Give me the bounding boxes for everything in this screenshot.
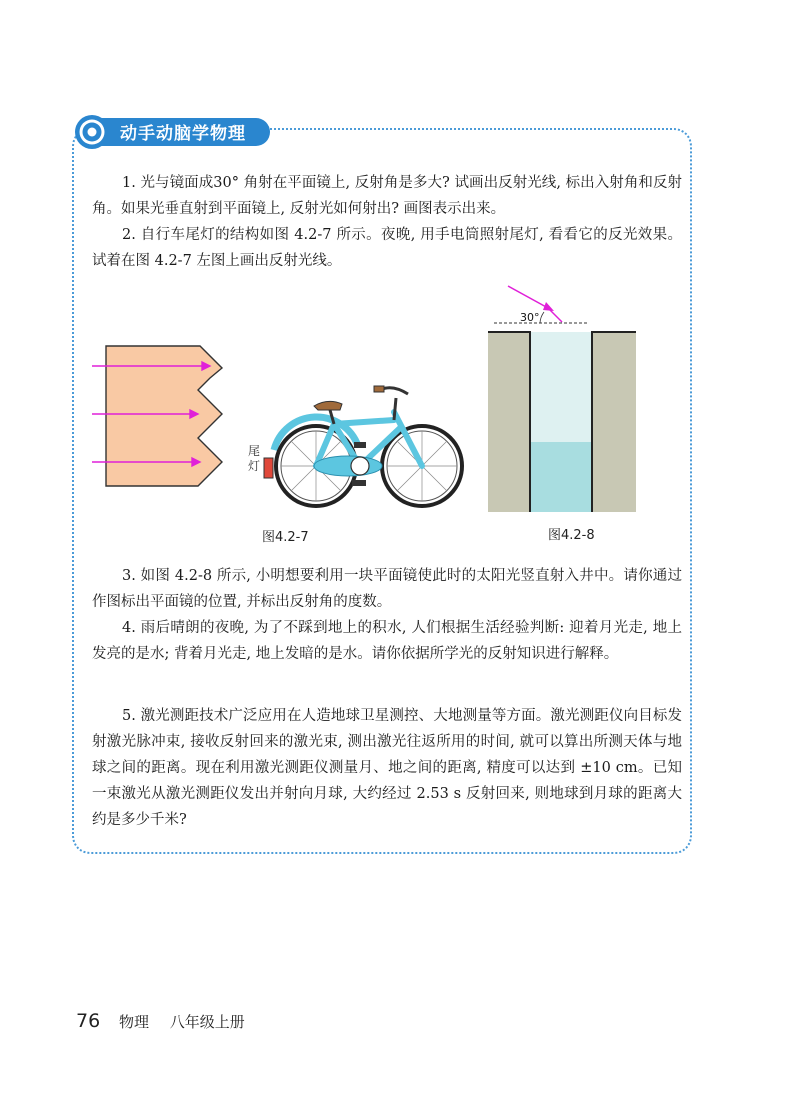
footer-subject: 物理 (118, 1013, 149, 1031)
angle-label: 30° (520, 311, 540, 324)
section-title-pill (92, 118, 270, 146)
section-title: 动手动脑学物理 (120, 124, 246, 144)
figure-caption-4-2-7: 图4.2-7 (262, 530, 309, 545)
tail-light-prism-diagram (92, 340, 232, 520)
target-icon (74, 114, 110, 150)
exercise-3: 3. 如图 4.2-8 所示, 小明想要利用一块平面镜使此时的太阳光竖直射入井中。请你通过作图标出平面镜的位置, 并标出反射角的度数。 (92, 568, 682, 610)
well-diagram (488, 282, 638, 518)
bicycle-illustration (262, 380, 472, 510)
page-footer (76, 1010, 245, 1032)
exercise-5: 5. 激光测距技术广泛应用在人造地球卫星测控、大地测量等方面。激光测距仪向目标发射激光脉冲束, 接收反射回来的激光束, 测出激光往返所用的时间, 就可以算出所测天体与地球之间的距离。现在利用激光测距仪测量月、地之间的距离, 精度可以达到 ±10 cm。已知一束激光从激光测距仪发出并射向月球, 大约经过 2.53 s 反射回来, 则地球到月球的距离大约是多少千米? (92, 708, 682, 828)
tail-light-label: 尾灯 (248, 444, 261, 473)
page-number: 76 (76, 1010, 101, 1032)
exercise-1: 1. 光与镜面成30° 角射在平面镜上, 反射角是多大? 试画出反射光线, 标出入射角和反射角。如果光垂直射到平面镜上, 反射光如何射出? 画图表示出来。 (92, 175, 682, 217)
footer-grade: 八年级上册 (169, 1013, 245, 1031)
figure-caption-4-2-8: 图4.2-8 (548, 528, 595, 543)
exercise-4: 4. 雨后晴朗的夜晚, 为了不踩到地上的积水, 人们根据生活经验判断: 迎着月光走, 地上发亮的是水; 背着月光走, 地上发暗的是水。请你依据所学光的反射知识进行解释。 (92, 620, 682, 662)
exercise-2: 2. 自行车尾灯的结构如图 4.2-7 所示。夜晚, 用手电筒照射尾灯, 看看它的反光效果。试着在图 4.2-7 左图上画出反射光线。 (92, 227, 682, 269)
section-header (74, 116, 274, 148)
